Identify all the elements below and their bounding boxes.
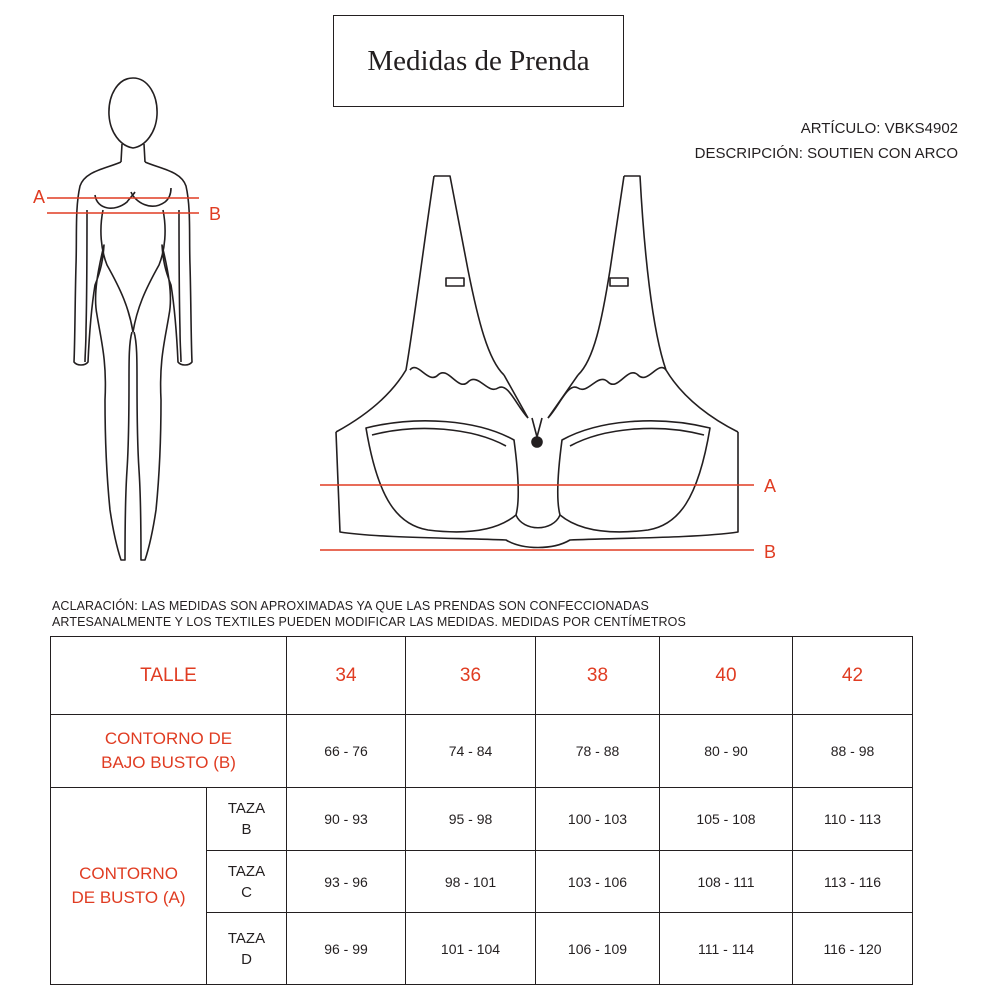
title-box — [333, 15, 624, 107]
table-cell: 78 - 88 — [536, 715, 660, 788]
table-cell: 80 - 90 — [660, 715, 793, 788]
disclaimer-line-2: ARTESANALMENTE Y LOS TEXTILES PUEDEN MODIFICAR LAS MEDIDAS. MEDIDAS POR CENTÍMETROS — [52, 615, 686, 629]
table-cell: 88 - 98 — [793, 715, 913, 788]
table-cell: 66 - 76 — [287, 715, 406, 788]
bajo-busto-label — [51, 715, 287, 788]
label-line: CONTORNO DE — [104, 729, 233, 748]
cup-label — [207, 788, 287, 851]
label-line: CONTORNO — [79, 864, 178, 883]
disclaimer-line-1: ACLARACIÓN: LAS MEDIDAS SON APROXIMADAS YA QUE LAS PRENDAS SON CONFECCIONADAS — [52, 599, 649, 613]
size-chart-table — [50, 636, 913, 985]
description: DESCRIPCIÓN: SOUTIEN CON ARCO — [694, 145, 958, 162]
cup-label — [207, 851, 287, 913]
table-cell: 93 - 96 — [287, 851, 406, 913]
disclaimer-note — [52, 598, 686, 630]
size-header: 40 — [660, 637, 793, 715]
table-cell: 98 - 101 — [406, 851, 536, 913]
table-cell: 100 - 103 — [536, 788, 660, 851]
size-header: 38 — [536, 637, 660, 715]
bra-illustration — [318, 170, 788, 570]
table-row — [51, 715, 913, 788]
table-cell: 96 - 99 — [287, 913, 406, 985]
page-title: Medidas de Prenda — [367, 44, 590, 77]
marker-b-bra: B — [764, 542, 777, 562]
header-row — [51, 637, 913, 715]
table-cell: 106 - 109 — [536, 913, 660, 985]
marker-a-figure: A — [33, 187, 46, 207]
marker-b-figure: B — [209, 204, 222, 224]
busto-label — [51, 788, 207, 985]
label-line: BAJO BUSTO (B) — [101, 753, 236, 772]
table-cell: 110 - 113 — [793, 788, 913, 851]
taza-text: TAZA — [227, 862, 266, 880]
table-cell: 113 - 116 — [793, 851, 913, 913]
body-figure-illustration — [25, 70, 235, 570]
cup-letter: D — [241, 950, 252, 968]
article-code: ARTÍCULO: VBKS4902 — [800, 120, 958, 137]
talle-label: TALLE — [51, 637, 287, 715]
table-cell: 95 - 98 — [406, 788, 536, 851]
size-header: 34 — [287, 637, 406, 715]
table-row — [51, 788, 913, 851]
taza-text: TAZA — [227, 929, 266, 947]
table-cell: 116 - 120 — [793, 913, 913, 985]
table-cell: 74 - 84 — [406, 715, 536, 788]
size-header: 36 — [406, 637, 536, 715]
cup-label — [207, 913, 287, 985]
label-line: DE BUSTO (A) — [71, 888, 186, 907]
cup-letter: C — [241, 883, 252, 901]
table-cell: 105 - 108 — [660, 788, 793, 851]
table-cell: 108 - 111 — [660, 851, 793, 913]
size-header: 42 — [793, 637, 913, 715]
table-cell: 111 - 114 — [660, 913, 793, 985]
marker-a-bra: A — [764, 476, 777, 496]
cup-letter: B — [241, 821, 252, 838]
taza-text: TAZA — [227, 800, 266, 817]
table-cell: 101 - 104 — [406, 913, 536, 985]
table-cell: 103 - 106 — [536, 851, 660, 913]
table-cell: 90 - 93 — [287, 788, 406, 851]
